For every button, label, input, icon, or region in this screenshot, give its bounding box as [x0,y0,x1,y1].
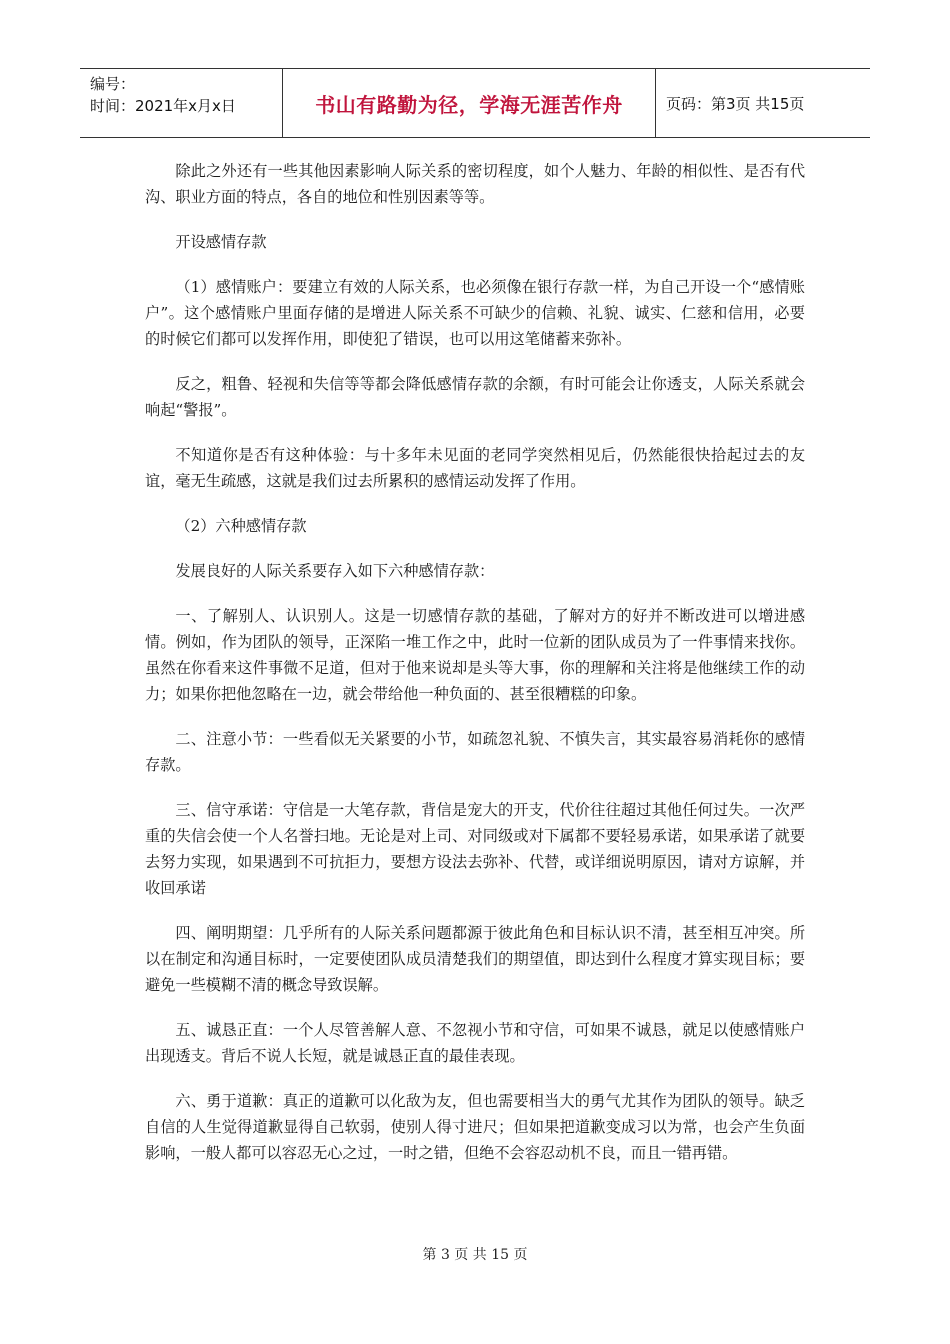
header-meta [80,69,283,137]
paragraph: 六、勇于道歉：真正的道歉可以化敌为友，但也需要相当大的勇气尤其作为团队的领导。缺乏自信的人生觉得道歉显得自己软弱，使别人得寸进尺；但如果把道歉变成习以为常，也会产生负面影响，一般人都可以容忍无心之过，一时之错，但绝不会容忍动机不良，而且一错再错。 [145,1092,805,1162]
paragraph: （1）感情账户：要建立有效的人际关系，也必须像在银行存款一样，为自己开设一个“感情账户”。这个感情账户里面存储的是增进人际关系不可缺少的信赖、礼貌、诚实、仁慈和信用，必要的时候它们都可以发挥作用，即使犯了错误，也可以用这笔储蓄来弥补。 [145,278,805,348]
document-body [145,158,805,1185]
paragraph: 三、信守承诺：守信是一大笔存款，背信是宠大的开支，代价往往超过其他任何过失。一次严重的失信会使一个人名誉扫地。无论是对上司、对同级或对下属都不要轻易承诺，如果承诺了就要去努力实现，如果遇到不可抗拒力，要想方设法去弥补、代替，或详细说明原因，请对方谅解，并收回承诺 [145,801,805,897]
page-header [80,68,870,138]
document-date-label: 时间：2021年x月x日 [90,97,236,115]
paragraph: 二、注意小节：一些看似无关紧要的小节，如疏忽礼貌、不慎失言，其实最容易消耗你的感情存款。 [145,730,805,774]
page-footer: 第 3 页 共 15 页 [422,1247,528,1263]
paragraph: 不知道你是否有这种体验：与十多年未见面的老同学突然相见后，仍然能很快拾起过去的友谊，毫无生疏感，这就是我们过去所累积的感情运动发挥了作用。 [145,446,805,490]
section-heading: （2）六种感情存款 [175,517,307,535]
paragraph: 除此之外还有一些其他因素影响人际关系的密切程度，如个人魅力、年龄的相似性、是否有代沟、职业方面的特点，各自的地位和性别因素等等。 [145,162,805,206]
header-page-info: 页码：第3页 共15页 [666,94,805,113]
section-heading: 开设感情存款 [175,233,267,251]
paragraph: 一、了解别人、认识别人。这是一切感情存款的基础，了解对方的好并不断改进可以增进感情。例如，作为团队的领导，正深陷一堆工作之中，此时一位新的团队成员为了一件事情来找你。虽然在你看来这件事微不足道，但对于他来说却是头等大事，你的理解和关注将是他继续工作的动力；如果你把他忽略在一边，就会带给他一种负面的、甚至很糟糕的印象。 [145,607,805,703]
paragraph: 发展良好的人际关系要存入如下六种感情存款： [175,562,495,580]
header-motto: 书山有路勤为径，学海无涯苦作舟 [283,69,656,137]
paragraph: 五、诚恳正直：一个人尽管善解人意、不忽视小节和守信，可如果不诚恳，就足以使感情账户出现透支。背后不说人长短，就是诚恳正直的最佳表现。 [145,1021,805,1065]
document-number-label: 编号： [90,75,136,93]
paragraph: 四、阐明期望：几乎所有的人际关系问题都源于彼此角色和目标认识不清，甚至相互冲突。所以在制定和沟通目标时，一定要使团队成员清楚我们的期望值，即达到什么程度才算实现目标；要避免一些模糊不清的概念导致误解。 [145,924,805,994]
paragraph: 反之，粗鲁、轻视和失信等等都会降低感情存款的余额，有时可能会让你透支，人际关系就会响起“警报”。 [145,375,805,419]
